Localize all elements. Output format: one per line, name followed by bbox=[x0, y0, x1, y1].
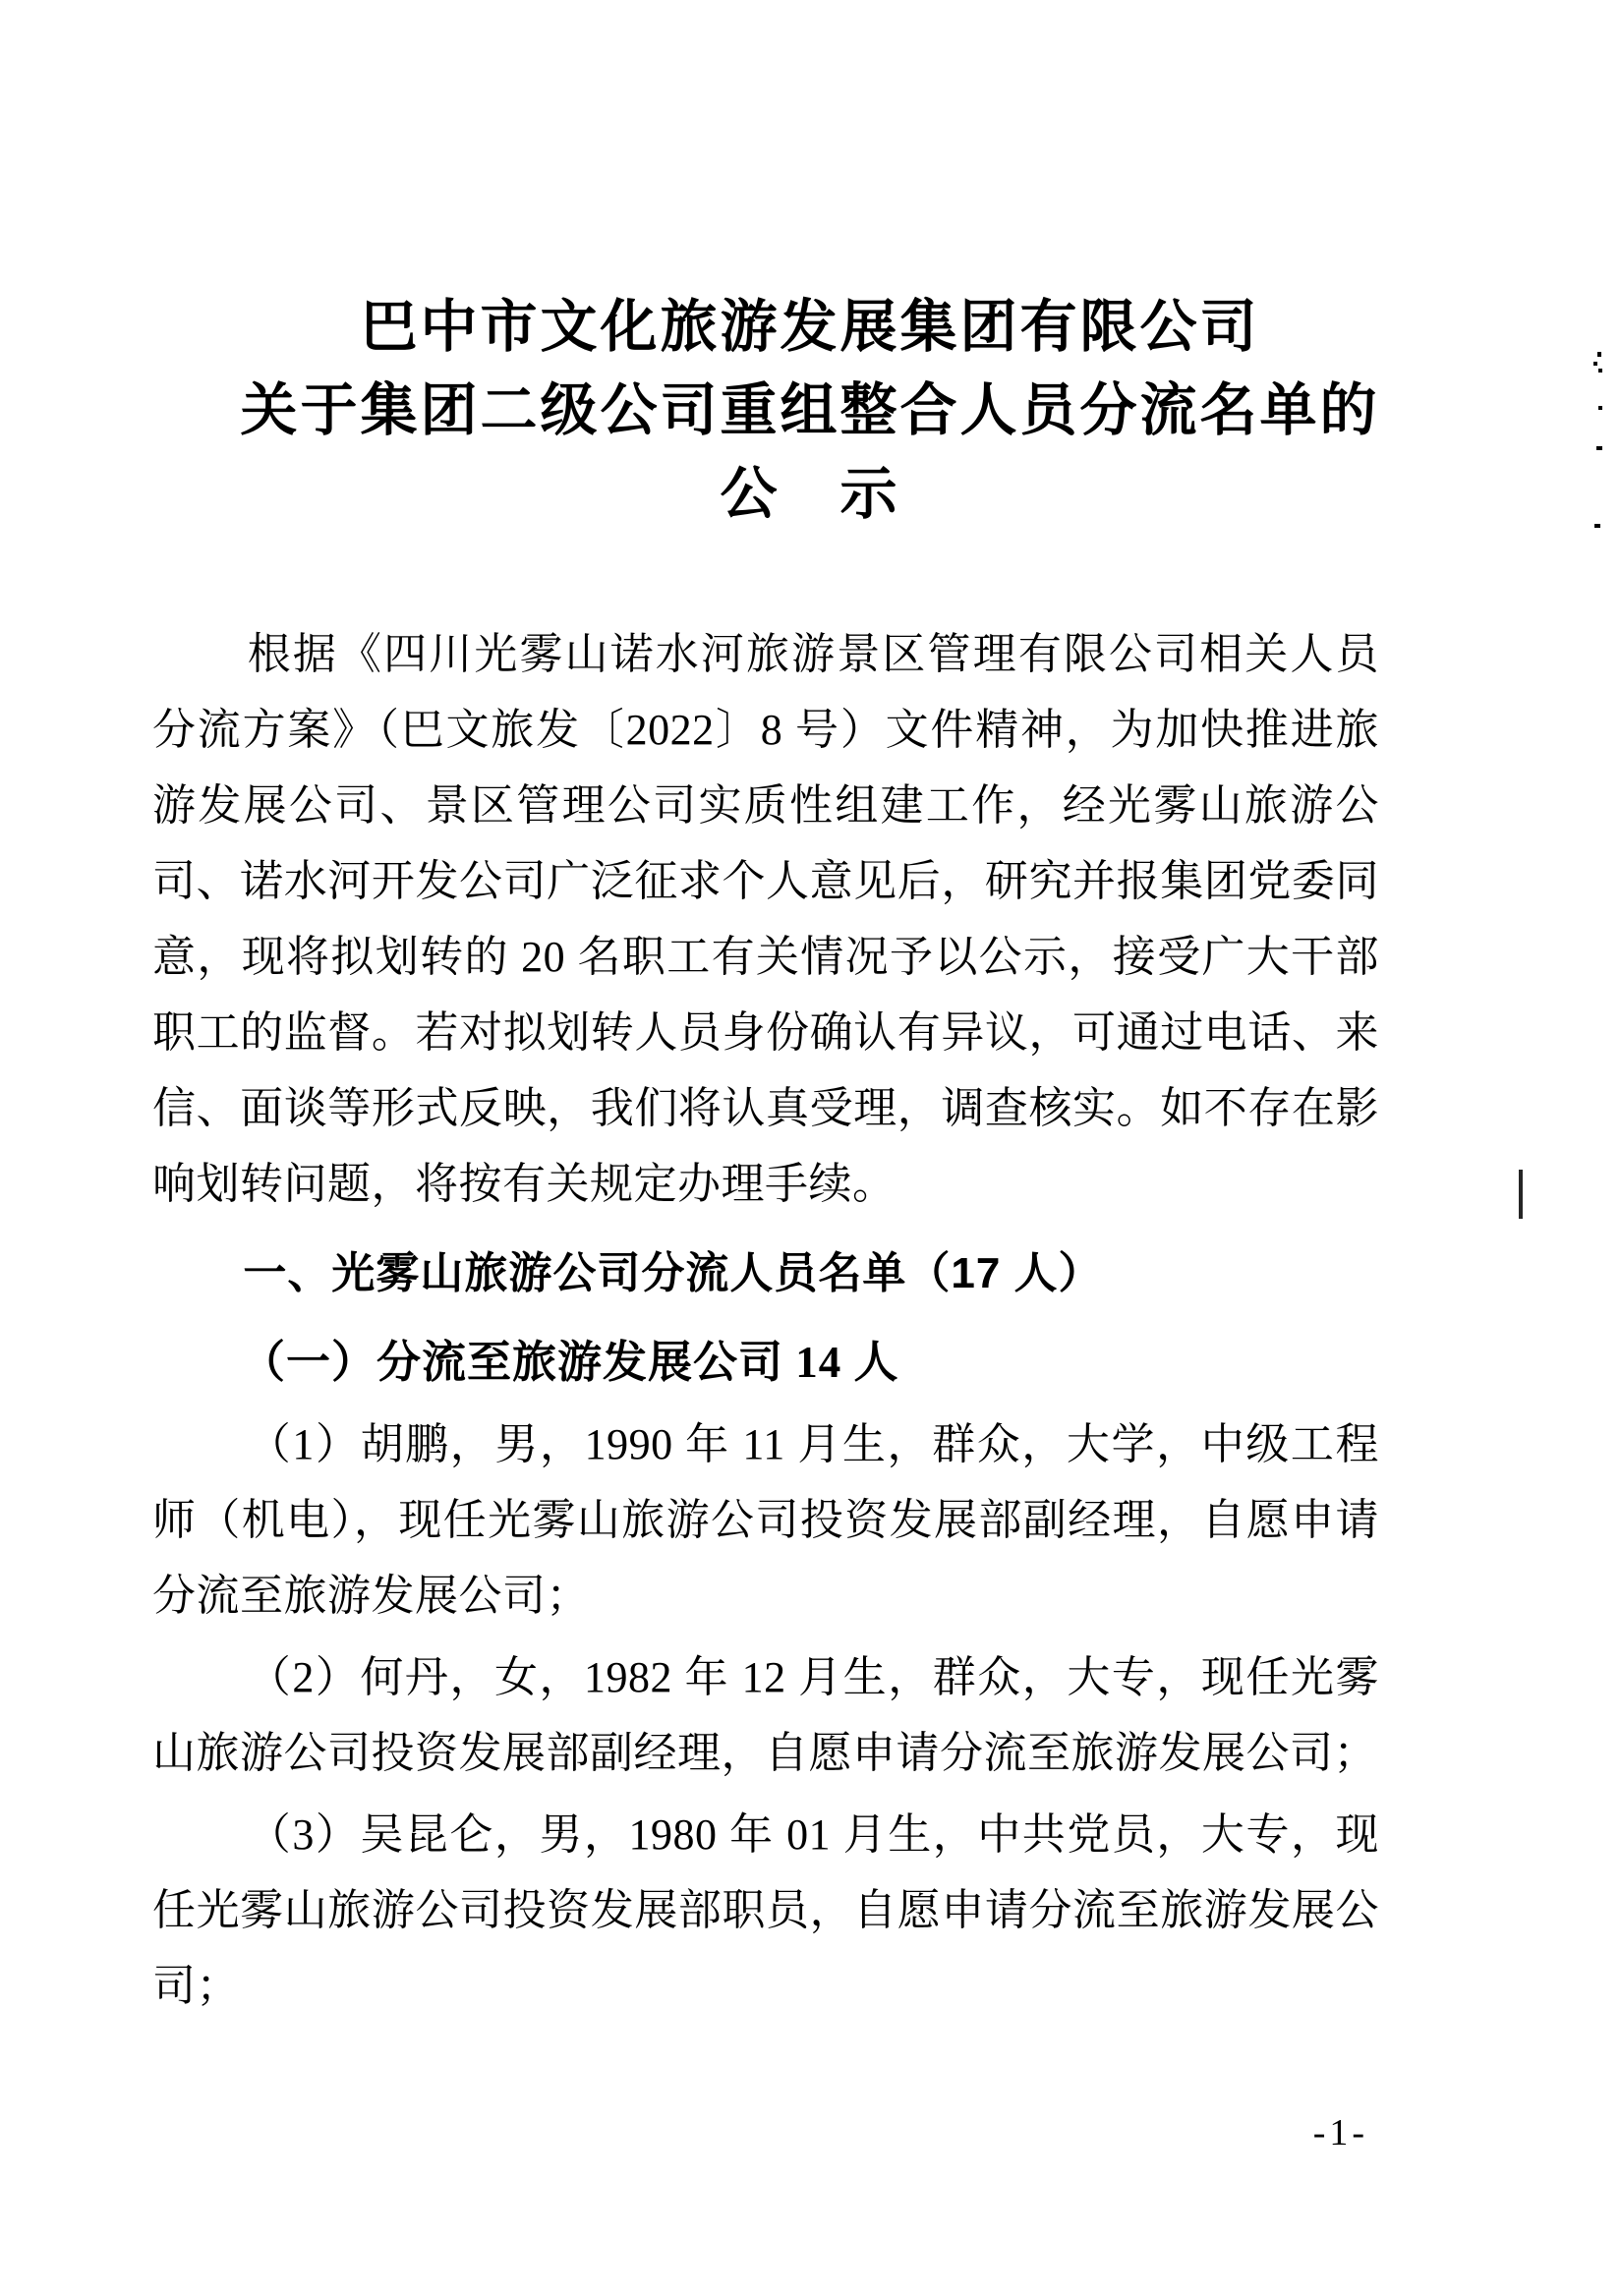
scan-artifact bbox=[1593, 362, 1597, 366]
person-entry-2: （2）何丹，女，1982 年 12 月生，群众，大专，现任光雾山旅游公司投资发展部副经理，自愿申请分流至旅游发展公司； bbox=[152, 1653, 1379, 1777]
section-heading-1: 一、光雾山旅游公司分流人员名单（17 人） bbox=[243, 1249, 1103, 1297]
scan-artifact bbox=[1594, 524, 1600, 528]
scan-artifact bbox=[1598, 406, 1602, 410]
person-entry-1: （1）胡鹏，男，1990 年 11 月生，群众，大学，中级工程师（机电），现任光雾山旅游公司投资发展部副经理，自愿申请分流至旅游发展公司； bbox=[152, 1420, 1379, 1620]
page-number: -1- bbox=[1312, 2112, 1368, 2153]
scan-artifact bbox=[1597, 352, 1601, 357]
document-body bbox=[152, 616, 1379, 2024]
scan-artifact bbox=[1598, 369, 1602, 373]
document-title-line-3: 公 示 bbox=[720, 462, 900, 526]
scan-artifact bbox=[1519, 1170, 1523, 1219]
document-title-line-1: 巴中市文化旅游发展集团有限公司 bbox=[360, 295, 1260, 359]
document-title-line-2: 关于集团二级公司重组整合人员分流名单的 bbox=[240, 378, 1380, 442]
document-title bbox=[0, 0, 1620, 536]
intro-paragraph: 根据《四川光雾山诺水河旅游景区管理有限公司相关人员分流方案》（巴文旅发〔2022〕8 号）文件精神，为加快推进旅游发展公司、景区管理公司实质性组建工作，经光雾山旅游公司、诺水河开发公司广泛征求个人意见后，研究并报集团党委同意，现将拟划转的 20 名职工有关情况予以公示，接受广大干部职工的监督。若对拟划转人员身份确认有异议，可通过电话、来信、面谈等形式反映，我们将认真受理，调查核实。如不存在影响划转问题，将按有关规定办理手续。 bbox=[152, 630, 1379, 1208]
subsection-heading-1: （一）分流至旅游发展公司 14 人 bbox=[241, 1338, 899, 1387]
person-entry-3: （3）吴昆仑，男，1980 年 01 月生，中共党员，大专，现任光雾山旅游公司投资发展部职员，自愿申请分流至旅游发展公司； bbox=[152, 1810, 1379, 2010]
scan-artifact bbox=[1596, 446, 1602, 450]
